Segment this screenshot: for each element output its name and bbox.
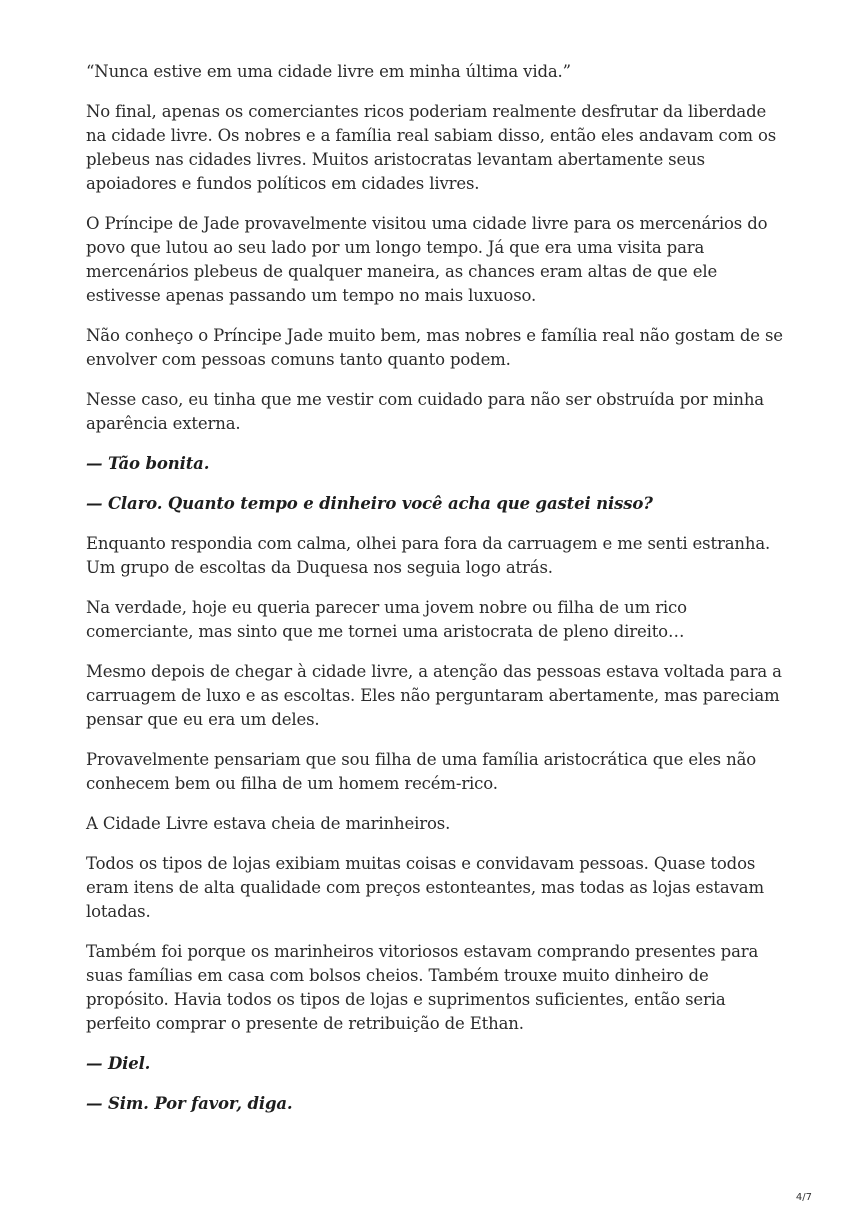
dialogue-line-2: — Claro. Quanto tempo e dinheiro você acha que gastei nisso? [86, 494, 653, 513]
dialogue-line-4: — Sim. Por favor, diga. [86, 1094, 293, 1113]
dialogue-line-1: — Tão bonita. [86, 454, 210, 473]
page-number: 4/7 [795, 1192, 812, 1203]
paragraph-8: Mesmo depois de chegar à cidade livre, a atenção das pessoas estava voltada para a carruagem de luxo e as escoltas. Eles não perguntaram abertamente, mas pareciam pensar que eu era um deles. [86, 662, 782, 729]
paragraph-1: “Nunca estive em uma cidade livre em minha última vida.” [86, 62, 571, 81]
paragraph-11: Todos os tipos de lojas exibiam muitas coisas e convidavam pessoas. Quase todos eram itens de alta qualidade com preços estonteantes, mas todas as lojas estavam lotadas. [86, 854, 764, 921]
paragraph-7: Na verdade, hoje eu queria parecer uma jovem nobre ou filha de um rico comerciante, mas sinto que me tornei uma aristocrata de pleno direito… [86, 598, 687, 641]
paragraph-6: Enquanto respondia com calma, olhei para fora da carruagem e me senti estranha. Um grupo de escoltas da Duquesa nos seguia logo atrás. [86, 534, 771, 577]
document-body [86, 60, 786, 1132]
paragraph-12: Também foi porque os marinheiros vitoriosos estavam comprando presentes para suas famílias em casa com bolsos cheios. Também trouxe muito dinheiro de propósito. Havia todos os tipos de lojas e suprimentos suficientes, então seria perfeito comprar o presente de retribuição de Ethan. [86, 942, 759, 1033]
paragraph-2: No final, apenas os comerciantes ricos poderiam realmente desfrutar da liberdade na cidade livre. Os nobres e a família real sabiam disso, então eles andavam com os plebeus nas cidades livres. Muitos aristocratas levantam abertamente seus apoiadores e fundos políticos em cidades livres. [86, 102, 777, 193]
paragraph-3: O Príncipe de Jade provavelmente visitou uma cidade livre para os mercenários do povo que lutou ao seu lado por um longo tempo. Já que era uma visita para mercenários plebeus de qualquer maneira, as chances eram altas de que ele estivesse apenas passando um tempo no mais luxuoso. [86, 214, 768, 305]
paragraph-5: Nesse caso, eu tinha que me vestir com cuidado para não ser obstruída por minha aparência externa. [86, 390, 764, 433]
paragraph-4: Não conheço o Príncipe Jade muito bem, mas nobres e família real não gostam de se envolver com pessoas comuns tanto quanto podem. [86, 326, 783, 369]
dialogue-line-3: — Diel. [86, 1054, 151, 1073]
paragraph-9: Provavelmente pensariam que sou filha de uma família aristocrática que eles não conhecem bem ou filha de um homem recém-rico. [86, 750, 757, 793]
paragraph-10: A Cidade Livre estava cheia de marinheiros. [86, 814, 451, 833]
